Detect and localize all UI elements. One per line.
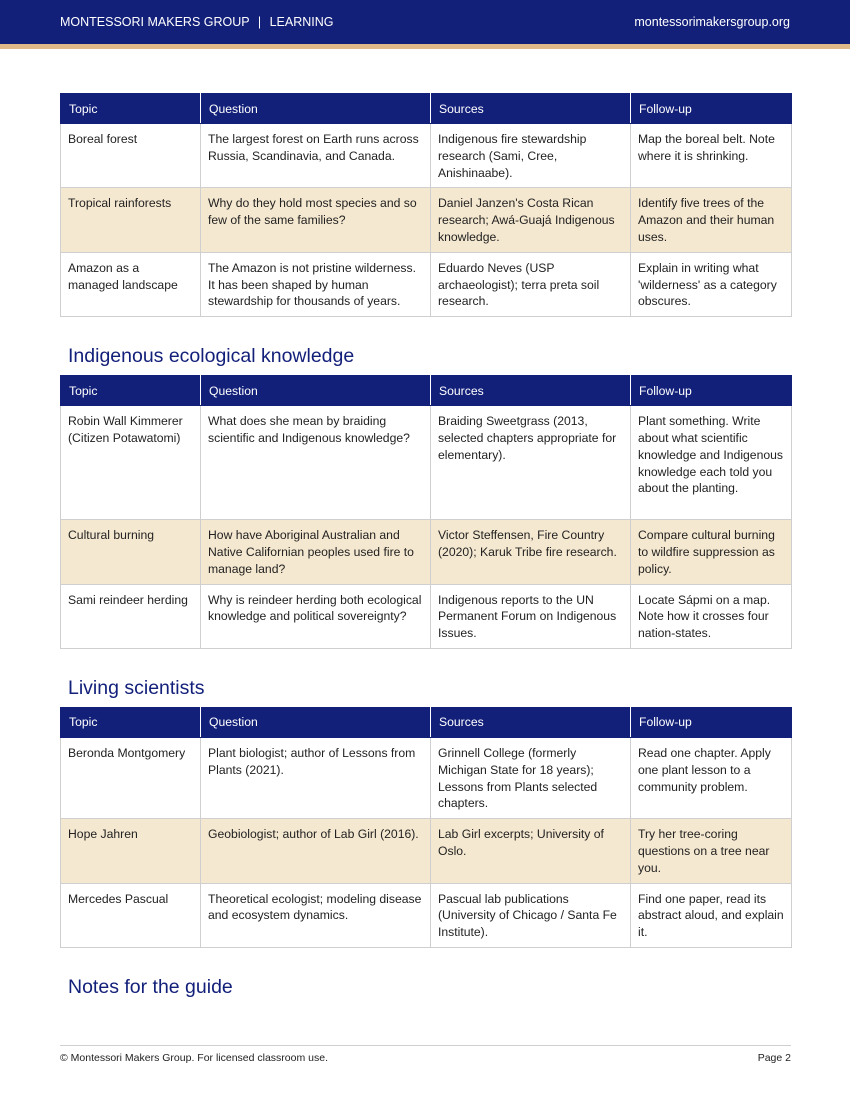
cell-question: Geobiologist; author of Lab Girl (2016). xyxy=(201,819,431,883)
table-row xyxy=(61,883,792,947)
footer-copyright: © Montessori Makers Group. For licensed classroom use. xyxy=(60,1052,328,1064)
cell-sources: Victor Steffensen, Fire Country (2020); Karuk Tribe fire research. xyxy=(431,520,631,584)
table-header-row xyxy=(61,376,792,406)
section-title-notes: Notes for the guide xyxy=(68,975,233,998)
cell-followup: Plant something. Write about what scientific knowledge and Indigenous knowledge each told you about the planting. xyxy=(631,406,792,520)
cell-sources: Daniel Janzen's Costa Rican research; Awá-Guajá Indigenous knowledge. xyxy=(431,188,631,252)
header-separator: | xyxy=(257,15,262,29)
main-content xyxy=(60,93,791,1006)
cell-question: Plant biologist; author of Lessons from Plants (2021). xyxy=(201,737,431,818)
cell-followup: Compare cultural burning to wildfire suppression as policy. xyxy=(631,520,792,584)
cell-sources: Lab Girl excerpts; University of Oslo. xyxy=(431,819,631,883)
cell-followup: Locate Sápmi on a map. Note how it crosses four nation-states. xyxy=(631,584,792,648)
cell-topic: Mercedes Pascual xyxy=(61,883,201,947)
cell-question: How have Aboriginal Australian and Native Californian peoples used fire to manage land? xyxy=(201,520,431,584)
topics-table-forests xyxy=(60,93,792,317)
page-number: Page 2 xyxy=(757,1052,791,1064)
cell-topic: Robin Wall Kimmerer (Citizen Potawatomi) xyxy=(61,406,201,520)
cell-followup: Map the boreal belt. Note where it is shrinking. xyxy=(631,124,792,188)
cell-topic: Sami reindeer herding xyxy=(61,584,201,648)
cell-sources: Grinnell College (formerly Michigan State for 18 years); Lessons from Plants selected chapters. xyxy=(431,737,631,818)
table-row xyxy=(61,188,792,252)
cell-followup: Explain in writing what 'wilderness' as a category obscures. xyxy=(631,252,792,316)
cell-sources: Eduardo Neves (USP archaeologist); terra preta soil research. xyxy=(431,252,631,316)
cell-question: Why do they hold most species and so few of the same families? xyxy=(201,188,431,252)
table-row xyxy=(61,520,792,584)
cell-sources: Pascual lab publications (University of Chicago / Santa Fe Institute). xyxy=(431,883,631,947)
header-brand xyxy=(60,15,334,29)
cell-question: The largest forest on Earth runs across Russia, Scandinavia, and Canada. xyxy=(201,124,431,188)
column-header-topic: Topic xyxy=(61,707,201,737)
table-row xyxy=(61,584,792,648)
cell-question: Theoretical ecologist; modeling disease and ecosystem dynamics. xyxy=(201,883,431,947)
column-header-followup: Follow-up xyxy=(631,94,792,124)
column-header-followup: Follow-up xyxy=(631,376,792,406)
topics-table-indigenous xyxy=(60,375,792,649)
cell-followup: Find one paper, read its abstract aloud, and explain it. xyxy=(631,883,792,947)
cell-sources: Indigenous fire stewardship research (Sami, Cree, Anishinaabe). xyxy=(431,124,631,188)
table-row xyxy=(61,737,792,818)
page-footer xyxy=(60,1052,791,1064)
cell-topic: Tropical rainforests xyxy=(61,188,201,252)
cell-question: What does she mean by braiding scientific and Indigenous knowledge? xyxy=(201,406,431,520)
cell-question: Why is reindeer herding both ecological knowledge and political sovereignty? xyxy=(201,584,431,648)
cell-topic: Amazon as a managed landscape xyxy=(61,252,201,316)
cell-followup: Try her tree-coring questions on a tree near you. xyxy=(631,819,792,883)
table-row xyxy=(61,406,792,520)
cell-followup: Identify five trees of the Amazon and their human uses. xyxy=(631,188,792,252)
cell-followup: Read one chapter. Apply one plant lesson to a community problem. xyxy=(631,737,792,818)
table-header-row xyxy=(61,94,792,124)
column-header-question: Question xyxy=(201,376,431,406)
column-header-sources: Sources xyxy=(431,94,631,124)
cell-question: The Amazon is not pristine wilderness. It has been shaped by human stewardship for thousands of years. xyxy=(201,252,431,316)
column-header-sources: Sources xyxy=(431,376,631,406)
table-row xyxy=(61,252,792,316)
table-row xyxy=(61,819,792,883)
section-title-scientists: Living scientists xyxy=(68,676,205,699)
website-link[interactable]: montessorimakersgroup.org xyxy=(634,15,790,29)
table-row xyxy=(61,124,792,188)
cell-topic: Hope Jahren xyxy=(61,819,201,883)
column-header-followup: Follow-up xyxy=(631,707,792,737)
org-name: MONTESSORI MAKERS GROUP xyxy=(60,15,250,29)
column-header-topic: Topic xyxy=(61,376,201,406)
cell-sources: Indigenous reports to the UN Permanent Forum on Indigenous Issues. xyxy=(431,584,631,648)
section-title-indigenous: Indigenous ecological knowledge xyxy=(68,345,355,368)
cell-topic: Boreal forest xyxy=(61,124,201,188)
page-header xyxy=(0,0,850,44)
column-header-question: Question xyxy=(201,707,431,737)
cell-topic: Cultural burning xyxy=(61,520,201,584)
column-header-question: Question xyxy=(201,94,431,124)
header-section: LEARNING xyxy=(269,15,334,29)
footer-divider xyxy=(60,1045,791,1046)
header-accent-rule xyxy=(0,44,850,49)
topics-table-scientists xyxy=(60,707,792,948)
table-header-row xyxy=(61,707,792,737)
column-header-sources: Sources xyxy=(431,707,631,737)
column-header-topic: Topic xyxy=(61,94,201,124)
cell-topic: Beronda Montgomery xyxy=(61,737,201,818)
cell-sources: Braiding Sweetgrass (2013, selected chapters appropriate for elementary). xyxy=(431,406,631,520)
